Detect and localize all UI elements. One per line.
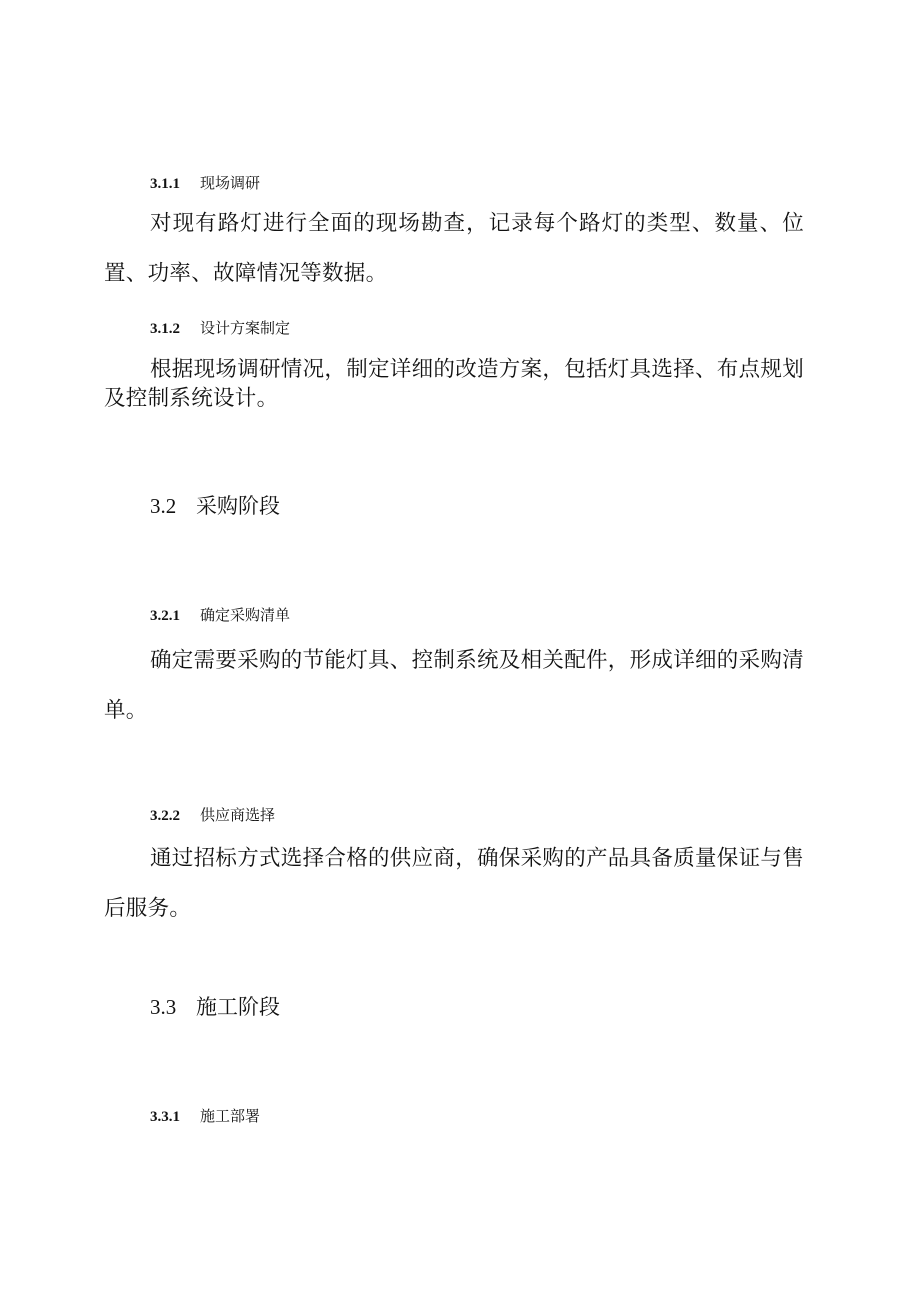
paragraph-3-1-2: 根据现场调研情况，制定详细的改造方案，包括灯具选择、布点规划及控制系统设计。 <box>104 357 805 411</box>
heading-number: 3.1.2 <box>150 321 180 337</box>
paragraph-3-2-1: 确定需要采购的节能灯具、控制系统及相关配件，形成详细的采购清单。 <box>104 648 805 723</box>
heading-number: 3.1.1 <box>150 176 180 192</box>
heading-title: 现场调研 <box>200 174 261 192</box>
heading-3-3-1 <box>150 1106 260 1127</box>
heading-number: 3.3 <box>150 995 177 1019</box>
heading-title: 设计方案制定 <box>200 319 291 337</box>
heading-number: 3.2.1 <box>150 608 180 624</box>
heading-3-2 <box>150 492 280 520</box>
paragraph-3-1-1: 对现有路灯进行全面的现场勘查，记录每个路灯的类型、数量、位置、功率、故障情况等数据。 <box>104 211 804 286</box>
heading-title: 施工阶段 <box>196 995 280 1019</box>
heading-3-1-2 <box>150 318 290 339</box>
heading-title: 供应商选择 <box>200 806 276 824</box>
heading-number: 3.3.1 <box>150 1109 180 1125</box>
heading-title: 采购阶段 <box>196 494 280 518</box>
heading-3-2-1 <box>150 605 290 626</box>
paragraph-3-2-2: 通过招标方式选择合格的供应商，确保采购的产品具备质量保证与售后服务。 <box>104 846 805 921</box>
heading-title: 施工部署 <box>200 1107 261 1125</box>
heading-title: 确定采购清单 <box>200 606 291 624</box>
heading-number: 3.2 <box>150 494 177 518</box>
heading-3-3 <box>150 993 280 1021</box>
heading-3-1-1 <box>150 173 260 194</box>
heading-number: 3.2.2 <box>150 808 180 824</box>
heading-3-2-2 <box>150 805 275 826</box>
